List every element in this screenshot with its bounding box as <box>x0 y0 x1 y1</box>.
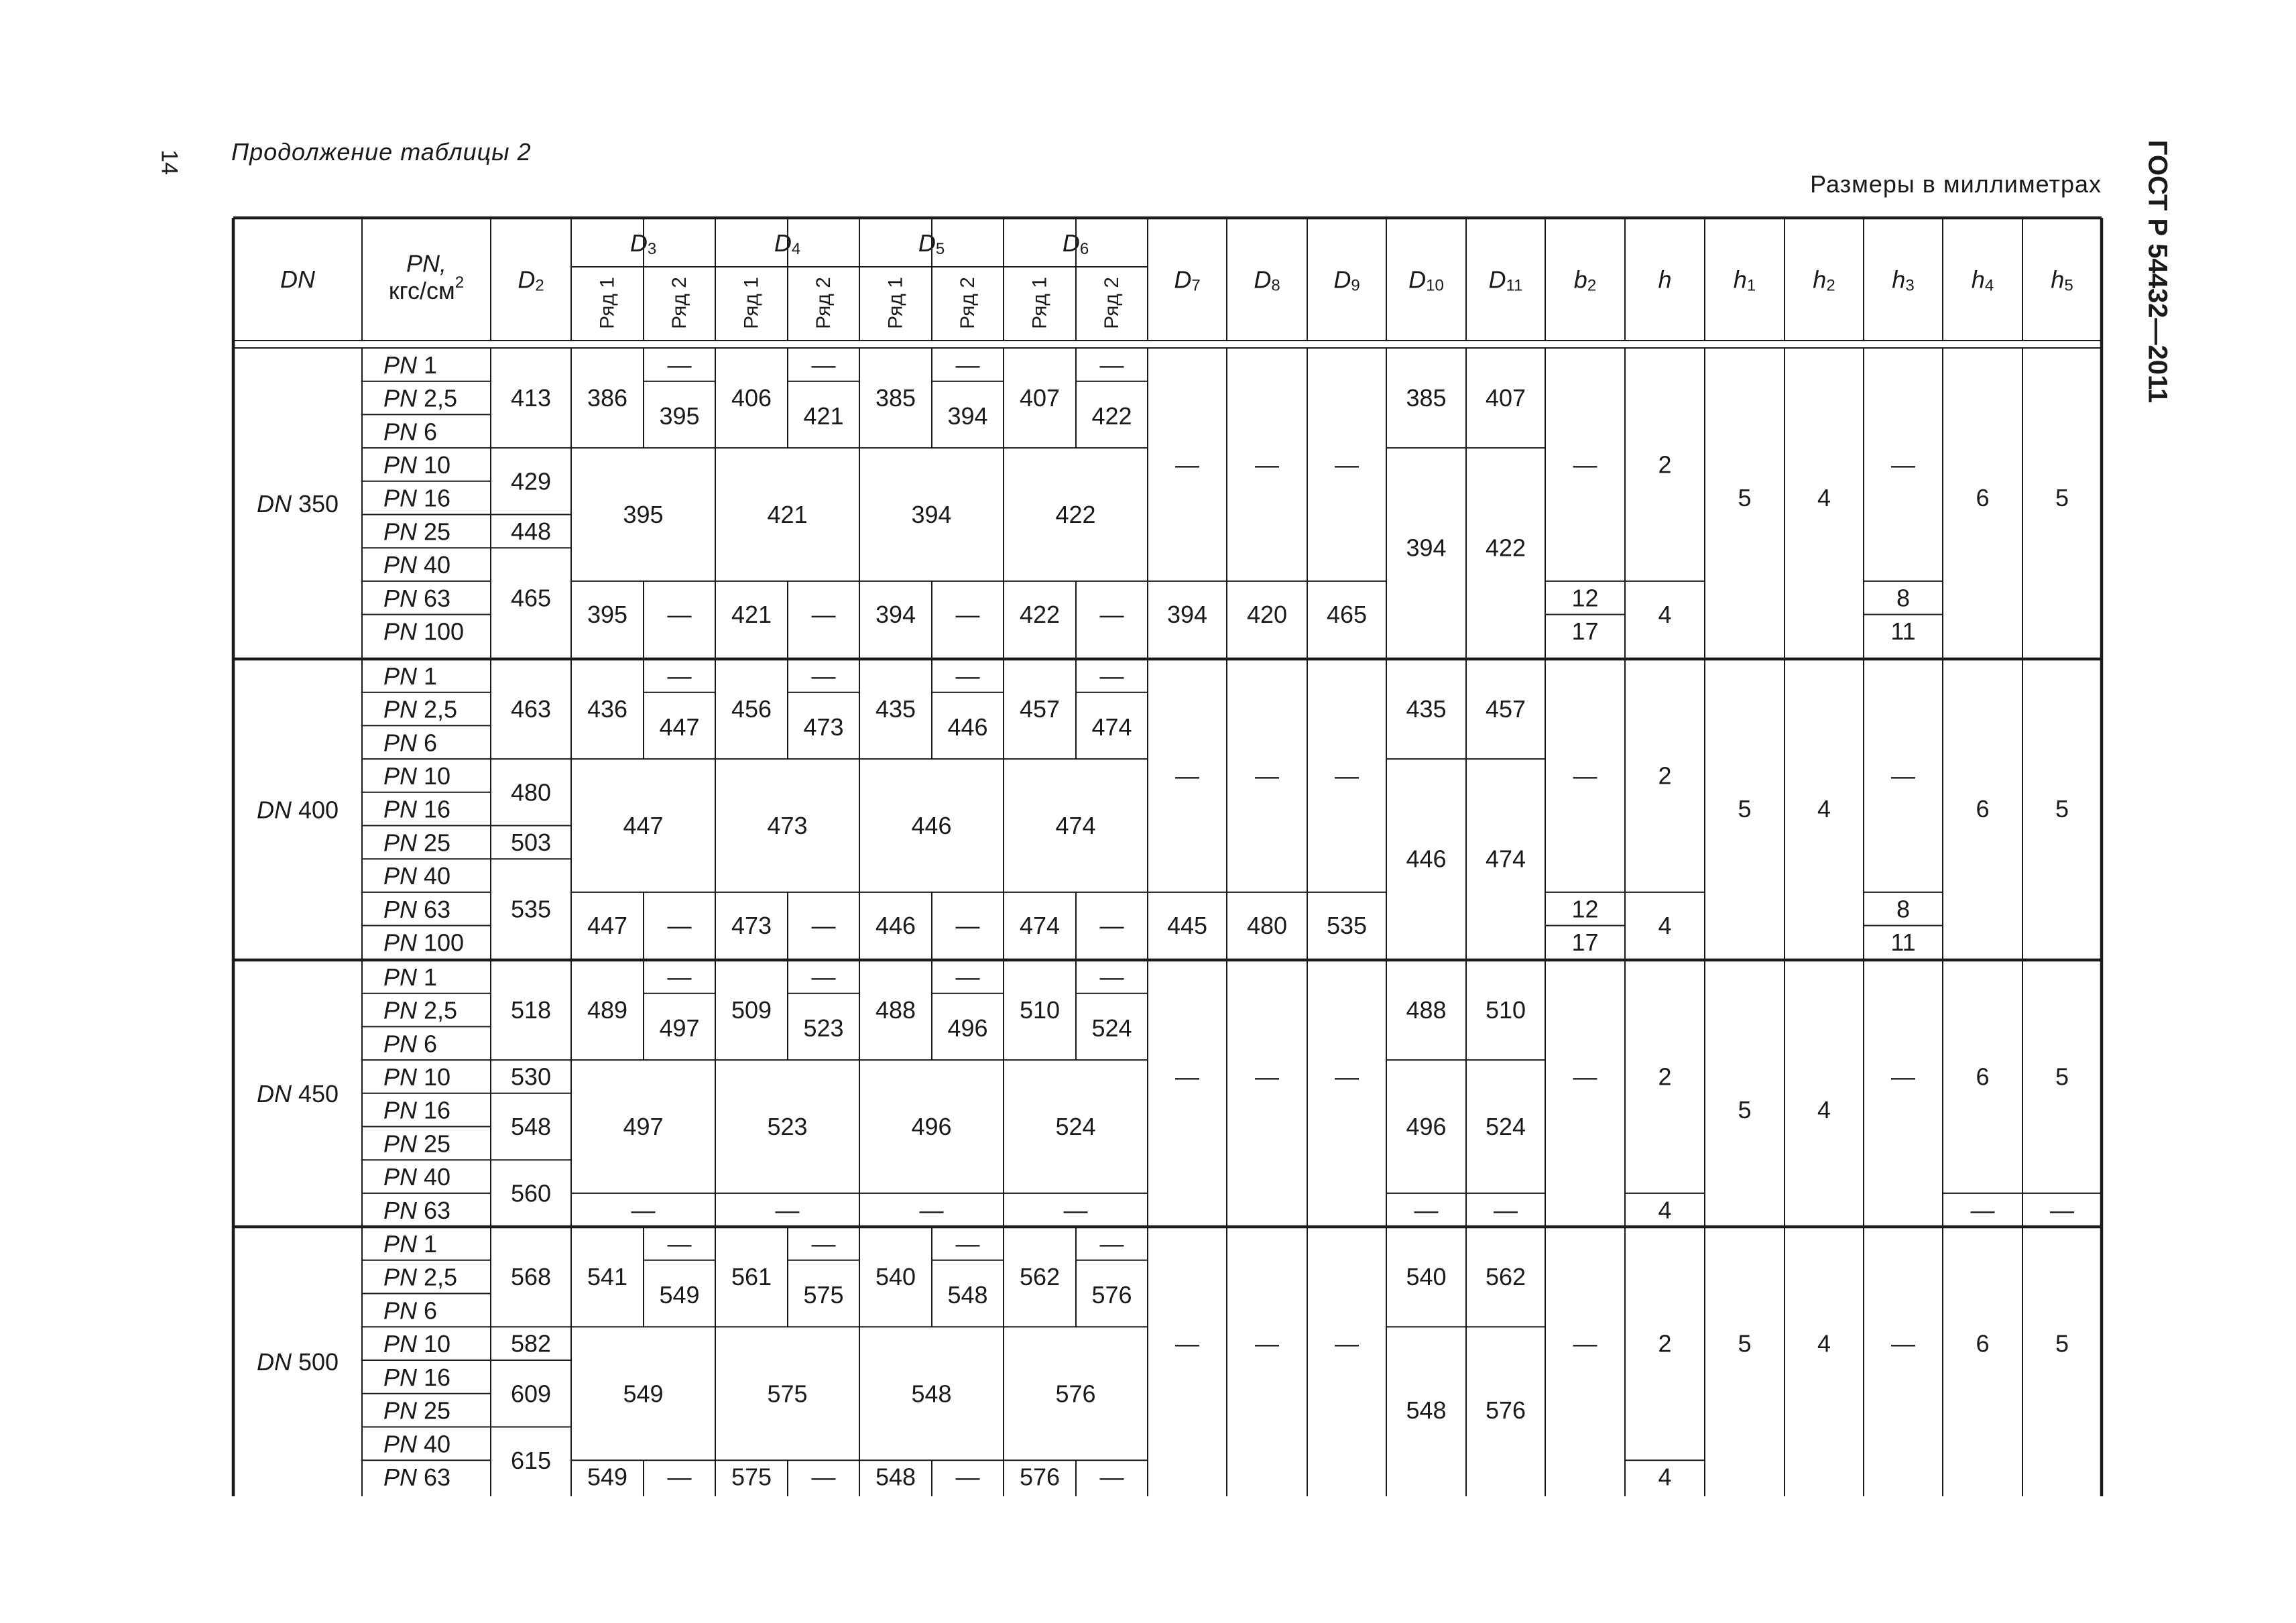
d7-cell: 445 <box>1166 912 1208 940</box>
h5-dash: — <box>2050 1196 2074 1224</box>
d2-cell: 568 <box>510 1263 552 1291</box>
d5-row2-dash: — <box>955 912 980 940</box>
pn-label: PN 6 <box>383 1029 438 1057</box>
header-d3: $D_3$ <box>629 229 657 258</box>
d3-row1-cell: 395 <box>587 601 628 629</box>
d3-row2-cell: 549 <box>659 1281 700 1309</box>
d4-row1-cell: 456 <box>731 695 772 723</box>
d5-row1-cell: 548 <box>875 1463 916 1491</box>
pn-label: PN 40 <box>383 1162 451 1191</box>
b2-cell: 12 <box>1571 895 1599 923</box>
h-cell: 2 <box>1658 450 1672 479</box>
pn-label: PN 1 <box>383 351 438 379</box>
d3-row2-dash: — <box>667 1229 692 1258</box>
d9-dash: — <box>1335 1329 1359 1358</box>
header-d10: $D_{10}$ <box>1408 265 1444 294</box>
table-continuation-caption: Продолжение таблицы 2 <box>231 138 532 166</box>
pn-label: PN 1 <box>383 662 438 690</box>
d10-cell: 548 <box>1406 1396 1447 1425</box>
d4-row2-cell: 473 <box>803 713 844 741</box>
d3-cell: 497 <box>623 1113 664 1140</box>
header-d8: $D_8$ <box>1254 265 1280 294</box>
d10-dash: — <box>1414 1196 1439 1224</box>
d4-row1-cell: 421 <box>731 601 772 629</box>
header-d5-row1: Ряд 1 <box>884 277 907 329</box>
header-h1: $h_1$ <box>1733 265 1756 294</box>
d2-cell: 548 <box>510 1113 552 1140</box>
d7-cell: 394 <box>1166 601 1208 629</box>
d5-row1-cell: 488 <box>875 996 916 1024</box>
pn-label: PN 40 <box>383 861 451 890</box>
d4-row2-dash: — <box>811 963 836 991</box>
d5-row2-cell: 446 <box>947 713 988 741</box>
h4-dash: — <box>1970 1196 1995 1224</box>
d4-cell: 575 <box>767 1380 808 1408</box>
h1-cell: 5 <box>1738 1329 1752 1358</box>
h-cell: 2 <box>1658 1063 1672 1091</box>
header-d7: $D_7$ <box>1174 265 1201 294</box>
d3-row2-dash: — <box>667 1463 692 1491</box>
h4-cell: 6 <box>1976 795 1990 823</box>
d6-row2-cell: 422 <box>1091 402 1132 430</box>
d6-row1-cell: 474 <box>1019 912 1061 940</box>
header-d6-row1: Ряд 1 <box>1028 277 1051 329</box>
page-number: 14 <box>156 149 182 175</box>
d6-cell: 422 <box>1055 501 1096 528</box>
d5-cell: 446 <box>911 812 952 839</box>
d6-row2-dash: — <box>1099 1229 1124 1258</box>
h3-cell: 11 <box>1890 928 1916 956</box>
d3-row2-cell: 447 <box>659 713 700 741</box>
pn-label: PN 16 <box>383 795 451 823</box>
header-d2: $D_2$ <box>518 265 544 294</box>
d6-cell: 576 <box>1055 1380 1096 1408</box>
d4-row1-cell: 509 <box>731 996 772 1024</box>
header-dn: DN <box>280 265 315 293</box>
h3-dash: — <box>1891 1329 1915 1358</box>
pn-label: PN 10 <box>383 1063 451 1091</box>
b2-dash: — <box>1573 1329 1597 1358</box>
d11-dash: — <box>1494 1196 1518 1224</box>
header-d5: $D_5$ <box>918 229 945 258</box>
d10-cell: 540 <box>1406 1263 1447 1291</box>
pn-label: PN 2,5 <box>383 695 458 723</box>
pn-label: PN 16 <box>383 1096 451 1124</box>
d2-cell: 465 <box>510 584 552 612</box>
d4-row1-cell: 473 <box>731 912 772 940</box>
d10-cell: 496 <box>1406 1113 1447 1140</box>
dn-label: DN 350 <box>256 489 339 518</box>
pn-label: PN 6 <box>383 1296 438 1324</box>
d6-row1-cell: 576 <box>1019 1463 1061 1491</box>
d5-row2-cell: 394 <box>947 402 988 430</box>
d5-row2-cell: 496 <box>947 1014 988 1042</box>
d9-dash: — <box>1335 762 1359 790</box>
pn-label: PN 2,5 <box>383 996 458 1024</box>
header-pn: PN, <box>406 249 447 278</box>
h3-cell: 11 <box>1890 617 1916 645</box>
d11-cell: 562 <box>1485 1263 1526 1291</box>
d10-cell: 488 <box>1406 996 1447 1024</box>
h2-cell: 4 <box>1817 484 1831 512</box>
header-d4-row1: Ряд 1 <box>740 277 763 329</box>
d6-row1-cell: 510 <box>1019 996 1061 1024</box>
pn-label: PN 16 <box>383 1363 451 1391</box>
d9-cell: 465 <box>1326 601 1368 629</box>
pn-label: PN 6 <box>383 728 438 756</box>
d4-row2-dash: — <box>811 662 836 690</box>
d4-dash: — <box>775 1196 800 1224</box>
h3-dash: — <box>1891 762 1915 790</box>
d3-row2-cell: 395 <box>659 402 700 430</box>
header-d6-row2: Ряд 2 <box>1101 277 1123 329</box>
pn-label: PN 25 <box>383 517 451 545</box>
d9-cell: 535 <box>1326 912 1368 940</box>
d6-row2-cell: 524 <box>1091 1014 1132 1042</box>
d2-cell: 413 <box>510 384 552 412</box>
d6-row2-dash: — <box>1099 351 1124 379</box>
pn-label: PN 1 <box>383 1229 438 1258</box>
units-caption: Размеры в миллиметрах <box>1810 170 2102 198</box>
d4-row1-cell: 406 <box>731 384 772 412</box>
d6-row2-dash: — <box>1099 662 1124 690</box>
d2-cell: 535 <box>510 895 552 923</box>
d6-cell: 474 <box>1055 812 1096 839</box>
d6-row2-dash: — <box>1099 963 1124 991</box>
d4-row1-cell: 575 <box>731 1463 772 1491</box>
d7-dash: — <box>1175 1329 1199 1358</box>
d11-cell: 576 <box>1485 1396 1526 1425</box>
header-d4: $D_4$ <box>774 229 801 258</box>
d6-row1-cell: 407 <box>1019 384 1061 412</box>
d11-cell: 407 <box>1485 384 1526 412</box>
header-d6: $D_6$ <box>1062 229 1089 258</box>
d7-dash: — <box>1175 450 1199 479</box>
pn-label: PN 25 <box>383 1129 451 1157</box>
d8-cell: 420 <box>1246 601 1288 629</box>
d6-cell: 524 <box>1055 1113 1096 1140</box>
d2-cell: 582 <box>510 1329 552 1358</box>
pn-label: PN 25 <box>383 1396 451 1425</box>
header-b2: $b_2$ <box>1573 265 1597 294</box>
d6-dash: — <box>1063 1196 1088 1224</box>
d2-cell: 615 <box>510 1446 552 1474</box>
d3-row2-dash: — <box>667 963 692 991</box>
pn-label: PN 10 <box>383 450 451 479</box>
d4-row2-dash: — <box>811 351 836 379</box>
header-pn-unit: кгс/$см^2$ <box>388 273 465 304</box>
d3-row2-cell: 497 <box>659 1014 700 1042</box>
dn-label: DN 450 <box>256 1079 339 1107</box>
d5-cell: 496 <box>911 1113 952 1140</box>
pn-label: PN 10 <box>383 1329 451 1358</box>
standard-designation: ГОСТ Р 54432—2011 <box>2142 139 2173 404</box>
d3-row2-dash: — <box>667 912 692 940</box>
d8-dash: — <box>1255 1329 1279 1358</box>
d5-row2-dash: — <box>955 1463 980 1491</box>
b2-cell: 17 <box>1571 928 1599 956</box>
d2-cell: 530 <box>510 1063 552 1091</box>
d5-row1-cell: 446 <box>875 912 916 940</box>
d4-row2-dash: — <box>811 1229 836 1258</box>
d8-dash: — <box>1255 450 1279 479</box>
d4-row2-dash: — <box>811 601 836 629</box>
d8-dash: — <box>1255 1063 1279 1091</box>
h5-cell: 5 <box>2055 1063 2069 1091</box>
d6-row2-cell: 474 <box>1091 713 1132 741</box>
d10-cell: 435 <box>1406 695 1447 723</box>
header-h2: $h_2$ <box>1813 265 1835 294</box>
b2-cell: 17 <box>1571 617 1599 645</box>
h3-dash: — <box>1891 450 1915 479</box>
d2-cell: 560 <box>510 1179 552 1207</box>
header-d4-row2: Ряд 2 <box>812 277 835 329</box>
d11-cell: 422 <box>1485 534 1526 562</box>
pn-label: PN 100 <box>383 617 465 645</box>
h1-cell: 5 <box>1738 484 1752 512</box>
b2-dash: — <box>1573 762 1597 790</box>
d2-cell: 609 <box>510 1380 552 1408</box>
h2-cell: 4 <box>1817 1329 1831 1358</box>
pn-label: PN 16 <box>383 484 451 512</box>
d5-row1-cell: 385 <box>875 384 916 412</box>
pn-label: PN 10 <box>383 762 451 790</box>
d9-dash: — <box>1335 450 1359 479</box>
d4-row2-cell: 421 <box>803 402 844 430</box>
d6-row2-dash: — <box>1099 912 1124 940</box>
h-cell: 2 <box>1658 1329 1672 1358</box>
d3-row1-cell: 386 <box>587 384 628 412</box>
d3-cell: 395 <box>623 501 664 528</box>
h-cell: 4 <box>1658 601 1672 629</box>
h-cell: 4 <box>1658 1463 1672 1491</box>
d11-cell: 524 <box>1485 1113 1526 1140</box>
d4-cell: 523 <box>767 1113 808 1140</box>
d4-row2-cell: 575 <box>803 1281 844 1309</box>
d4-row2-dash: — <box>811 912 836 940</box>
d4-row2-dash: — <box>811 1463 836 1491</box>
h-cell: 4 <box>1658 912 1672 940</box>
h3-cell: 8 <box>1896 895 1911 923</box>
dn-label: DN 400 <box>256 796 339 823</box>
d2-cell: 480 <box>510 778 552 806</box>
pn-label: PN 63 <box>383 1463 451 1491</box>
h5-cell: 5 <box>2055 1329 2069 1358</box>
d8-cell: 480 <box>1246 912 1288 940</box>
d10-cell: 446 <box>1406 845 1447 873</box>
pn-label: PN 63 <box>383 1196 451 1224</box>
d5-row2-dash: — <box>955 963 980 991</box>
d3-dash: — <box>631 1196 656 1224</box>
d5-row2-dash: — <box>955 351 980 379</box>
d3-cell: 549 <box>623 1380 664 1408</box>
d3-row2-dash: — <box>667 351 692 379</box>
h5-cell: 5 <box>2055 795 2069 823</box>
pn-label: PN 25 <box>383 828 451 856</box>
b2-cell: 12 <box>1571 584 1599 612</box>
d8-dash: — <box>1255 762 1279 790</box>
d3-row2-dash: — <box>667 662 692 690</box>
h1-cell: 5 <box>1738 795 1752 823</box>
d3-row1-cell: 541 <box>587 1263 628 1291</box>
d5-cell: 394 <box>911 501 952 528</box>
pn-label: PN 63 <box>383 895 451 923</box>
d4-row1-cell: 561 <box>731 1263 772 1291</box>
h-cell: 4 <box>1658 1196 1672 1224</box>
d5-row1-cell: 394 <box>875 601 916 629</box>
d6-row2-dash: — <box>1099 601 1124 629</box>
d11-cell: 457 <box>1485 695 1526 723</box>
h3-cell: 8 <box>1896 584 1911 612</box>
header-h5: $h_5$ <box>2051 265 2073 294</box>
d6-row2-cell: 576 <box>1091 1281 1132 1309</box>
d5-row2-dash: — <box>955 1229 980 1258</box>
header-h3: $h_3$ <box>1892 265 1915 294</box>
d2-cell: 503 <box>510 828 552 856</box>
d2-cell: 448 <box>510 517 552 545</box>
pn-label: PN 40 <box>383 550 451 579</box>
pn-label: PN 6 <box>383 417 438 445</box>
header-d3-row1: Ряд 1 <box>596 277 619 329</box>
h1-cell: 5 <box>1738 1096 1752 1124</box>
d3-row1-cell: 489 <box>587 996 628 1024</box>
d11-cell: 510 <box>1485 996 1526 1024</box>
header-d11: $D_{11}$ <box>1488 265 1523 294</box>
h-cell: 2 <box>1658 762 1672 790</box>
pn-label: PN 40 <box>383 1429 451 1457</box>
h2-cell: 4 <box>1817 795 1831 823</box>
h4-cell: 6 <box>1976 1063 1990 1091</box>
d6-row1-cell: 422 <box>1019 601 1061 629</box>
d11-cell: 474 <box>1485 845 1526 873</box>
d7-dash: — <box>1175 762 1199 790</box>
d3-row1-cell: 436 <box>587 695 628 723</box>
d7-dash: — <box>1175 1063 1199 1091</box>
d5-cell: 548 <box>911 1380 952 1408</box>
d4-cell: 473 <box>767 812 808 839</box>
pn-label: PN 1 <box>383 963 438 991</box>
header-h4: $h_4$ <box>1971 265 1994 294</box>
d5-row2-dash: — <box>955 601 980 629</box>
d10-cell: 394 <box>1406 534 1447 562</box>
d10-cell: 385 <box>1406 384 1447 412</box>
d5-row2-dash: — <box>955 662 980 690</box>
d6-row1-cell: 457 <box>1019 695 1061 723</box>
d2-cell: 463 <box>510 695 552 723</box>
h2-cell: 4 <box>1817 1096 1831 1124</box>
h5-cell: 5 <box>2055 484 2069 512</box>
pn-label: PN 100 <box>383 928 465 956</box>
header-h: h <box>1658 265 1672 293</box>
d3-row1-cell: 447 <box>587 912 628 940</box>
d6-row1-cell: 562 <box>1019 1263 1061 1291</box>
h3-dash: — <box>1891 1063 1915 1091</box>
d2-cell: 429 <box>510 467 552 495</box>
d9-dash: — <box>1335 1063 1359 1091</box>
d5-dash: — <box>919 1196 944 1224</box>
header-d9: $D_9$ <box>1333 265 1360 294</box>
d3-row1-cell: 549 <box>587 1463 628 1491</box>
d5-row1-cell: 435 <box>875 695 916 723</box>
h4-cell: 6 <box>1976 1329 1990 1358</box>
h4-cell: 6 <box>1976 484 1990 512</box>
d6-row2-dash: — <box>1099 1463 1124 1491</box>
pn-label: PN 2,5 <box>383 384 458 412</box>
dn-label: DN 500 <box>256 1347 339 1376</box>
b2-dash: — <box>1573 450 1597 479</box>
d3-cell: 447 <box>623 812 664 839</box>
d4-row2-cell: 523 <box>803 1014 844 1042</box>
b2-dash: — <box>1573 1063 1597 1091</box>
d5-row2-cell: 548 <box>947 1281 988 1309</box>
pn-label: PN 2,5 <box>383 1263 458 1291</box>
d5-row1-cell: 540 <box>875 1263 916 1291</box>
d4-cell: 421 <box>767 501 808 528</box>
d2-cell: 518 <box>510 996 552 1024</box>
d3-row2-dash: — <box>667 601 692 629</box>
header-d5-row2: Ряд 2 <box>957 277 979 329</box>
header-d3-row2: Ряд 2 <box>668 277 690 329</box>
pn-label: PN 63 <box>383 584 451 612</box>
